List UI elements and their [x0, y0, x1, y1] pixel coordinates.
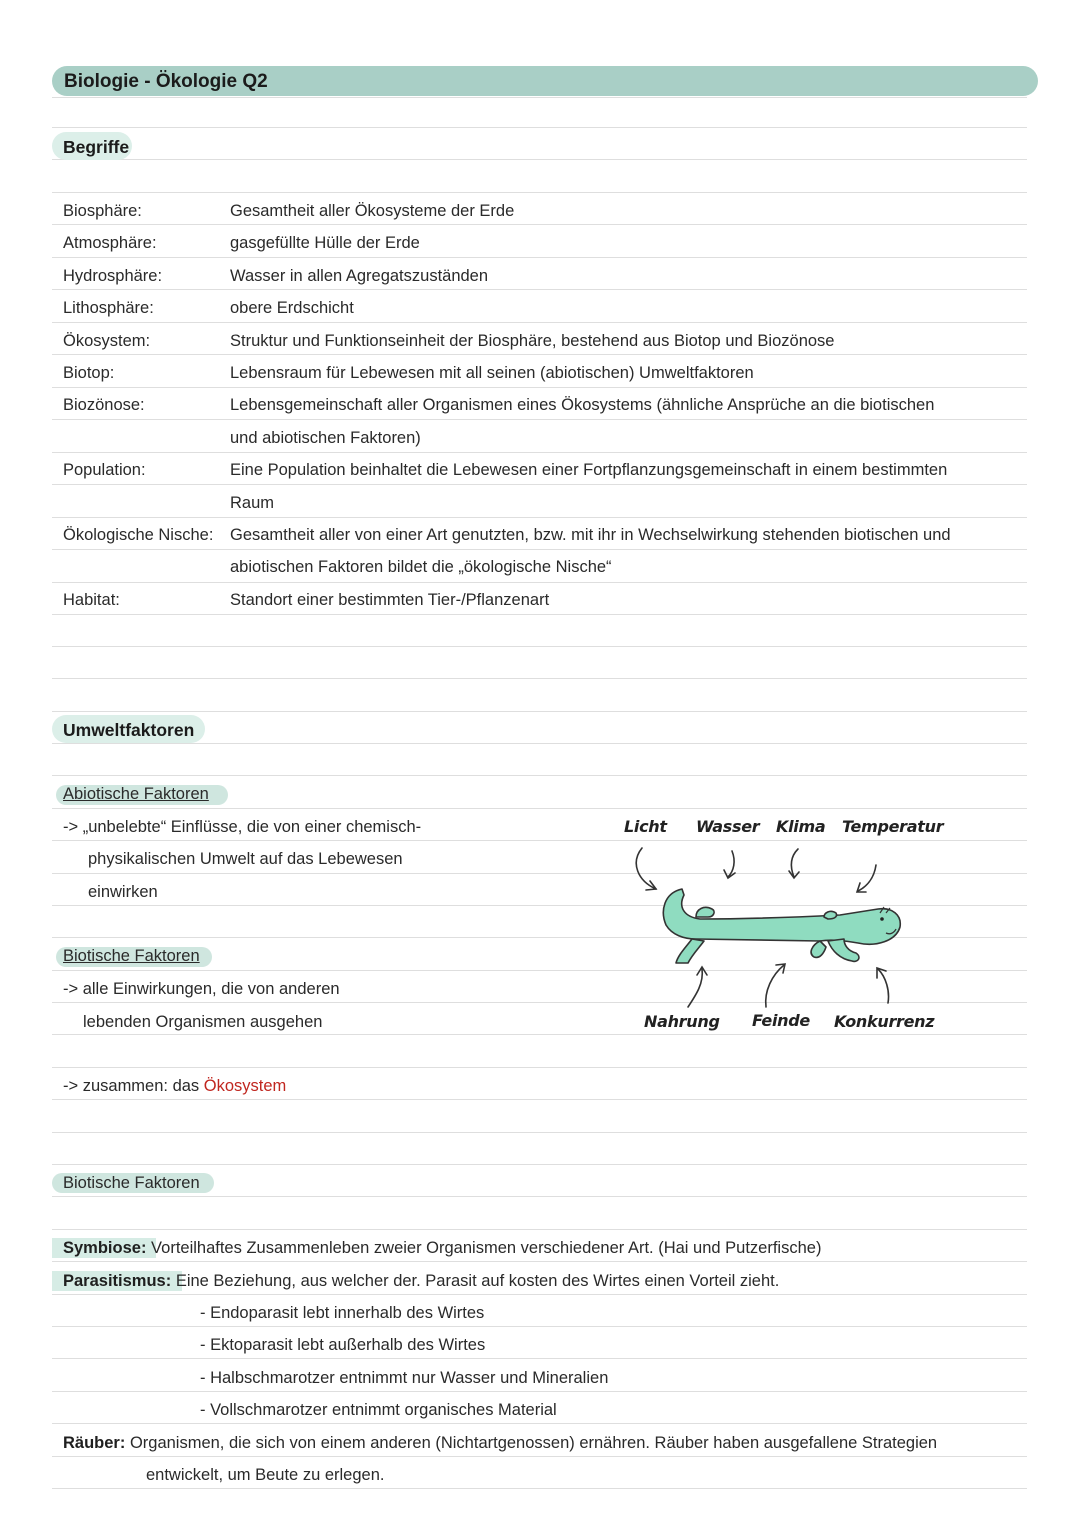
ruled-line [52, 1488, 1027, 1489]
label-feinde: Feinde [752, 1011, 810, 1030]
term-definition: Wasser in allen Agregatszuständen [230, 267, 489, 285]
ruled-line [52, 159, 1027, 160]
ruled-line [52, 419, 1027, 420]
term-definition: Lebensgemeinschaft aller Organismen eines Ökosystems (ähnliche Ansprüche an die biotischen [230, 396, 935, 414]
term-label: Lithosphäre: [63, 299, 154, 317]
ruled-line [52, 614, 1027, 615]
raeuber-line-2: entwickelt, um Beute zu erlegen. [146, 1466, 385, 1484]
ruled-line [52, 1229, 1027, 1230]
abiotisch-line: -> „unbelebte“ Einflüsse, die von einer chemisch- [63, 818, 422, 836]
ruled-line [52, 711, 1027, 712]
zusammen-line [63, 1076, 286, 1096]
ruled-line [52, 1261, 1027, 1262]
ruled-line [52, 484, 1027, 485]
begriffe-heading: Begriffe [63, 137, 130, 157]
arrow-feinde [766, 965, 784, 1007]
term-label: Biozönose: [63, 396, 145, 414]
ruled-line [52, 808, 1027, 809]
parasit-list-item: - Halbschmarotzer entnimmt nur Wasser und Mineralien [200, 1369, 609, 1387]
term-label: Habitat: [63, 591, 120, 609]
ruled-line [52, 1164, 1027, 1165]
biotisch-line: lebenden Organismen ausgehen [83, 1013, 323, 1031]
term-label: Ökosystem: [63, 332, 151, 350]
ruled-line [52, 322, 1027, 323]
term-definition: Struktur und Funktionseinheit der Biosphäre, bestehend aus Biotop und Biozönose [230, 332, 835, 350]
zusammen-prefix: -> zusammen: das [63, 1077, 204, 1095]
label-klima: Klima [776, 817, 826, 836]
ruled-line [52, 1358, 1027, 1359]
parasit-list-item: - Ektoparasit lebt außerhalb des Wirtes [200, 1336, 486, 1354]
ruled-line [52, 387, 1027, 388]
symbiose-term: Symbiose: [63, 1239, 147, 1257]
oekosystem-highlight: Ökosystem [203, 1077, 287, 1095]
ruled-line [52, 1326, 1027, 1327]
ruled-line [52, 452, 1027, 453]
ruled-line [52, 97, 1027, 98]
biotisch-label: Biotische Faktoren [63, 947, 200, 965]
parasit-list-item: - Endoparasit lebt innerhalb des Wirtes [200, 1304, 485, 1322]
term-definition: Raum [230, 494, 275, 512]
ruled-line [52, 678, 1027, 679]
ruled-line [52, 582, 1027, 583]
arrow-konkurrenz [878, 969, 889, 1003]
term-definition: Eine Population beinhaltet die Lebewesen einer Fortpflanzungsgemeinschaft in einem bestimmten [230, 461, 948, 479]
lizard-icon [663, 889, 900, 963]
parasitismus-term: Parasitismus: [63, 1272, 172, 1290]
term-definition: Lebensraum für Lebewesen mit all seinen (abiotischen) Umweltfaktoren [230, 364, 754, 382]
ruled-line [52, 1067, 1027, 1068]
term-definition: Gesamtheit aller Ökosysteme der Erde [230, 202, 515, 220]
ruled-line [52, 257, 1027, 258]
parasitismus-text: Eine Beziehung, aus welcher der. Parasit auf kosten des Wirtes einen Vorteil zieht. [175, 1272, 780, 1290]
biotische-section-label: Biotische Faktoren [63, 1174, 200, 1192]
term-definition: Gesamtheit aller von einer Art genutzten, bzw. mit ihr in Wechselwirkung stehenden biotischen und [230, 526, 951, 544]
term-label: Population: [63, 461, 146, 479]
ruled-line [52, 354, 1027, 355]
ruled-line [52, 1099, 1027, 1100]
ruled-line [52, 224, 1027, 225]
ruled-line [52, 1196, 1027, 1197]
raeuber-text: Organismen, die sich von einem anderen (Nichtartgenossen) ernähren. Räuber haben ausgefallene Strategien [129, 1434, 938, 1452]
ruled-line [52, 743, 1027, 744]
ruled-line [52, 517, 1027, 518]
raeuber-line [63, 1433, 937, 1453]
ruled-line [52, 775, 1027, 776]
ruled-line [52, 1132, 1027, 1133]
symbiose-line [63, 1238, 821, 1258]
biotisch-line: -> alle Einwirkungen, die von anderen [63, 980, 340, 998]
ruled-line [52, 549, 1027, 550]
arrow-wasser [728, 851, 734, 877]
parasit-list-item: - Vollschmarotzer entnimmt organisches Material [200, 1401, 557, 1419]
ruled-line [52, 1294, 1027, 1295]
term-definition: obere Erdschicht [230, 299, 354, 317]
ruled-line [52, 646, 1027, 647]
parasitismus-line [63, 1271, 779, 1291]
term-definition: Standort einer bestimmten Tier-/Pflanzenart [230, 591, 550, 609]
raeuber-term: Räuber: [63, 1434, 126, 1452]
ruled-line [52, 1391, 1027, 1392]
label-temperatur: Temperatur [842, 817, 944, 836]
label-licht: Licht [624, 817, 667, 836]
symbiose-text: Vorteilhaftes Zusammenleben zweier Organismen verschiedener Art. (Hai und Putzerfische) [151, 1239, 822, 1257]
umweltfaktoren-heading: Umweltfaktoren [63, 720, 195, 740]
label-wasser: Wasser [696, 817, 760, 836]
label-nahrung: Nahrung [644, 1012, 720, 1031]
abiotisch-line: physikalischen Umwelt auf das Lebewesen [88, 850, 403, 868]
term-label: Atmosphäre: [63, 234, 157, 252]
term-label: Biosphäre: [63, 202, 142, 220]
term-definition: gasgefüllte Hülle der Erde [230, 234, 420, 252]
abiotisch-label: Abiotische Faktoren [63, 785, 209, 803]
term-label: Ökologische Nische: [63, 526, 214, 544]
ruled-line [52, 127, 1027, 128]
lizard-drawing [600, 835, 940, 1025]
arrow-temperatur [858, 865, 876, 891]
page-title: Biologie - Ökologie Q2 [64, 71, 268, 92]
term-label: Hydrosphäre: [63, 267, 163, 285]
term-label: Biotop: [63, 364, 115, 382]
term-definition: abiotischen Faktoren bildet die „ökologische Nische“ [230, 558, 612, 576]
ruled-line [52, 1034, 1027, 1035]
ruled-line [52, 1456, 1027, 1457]
ruled-line [52, 289, 1027, 290]
arrow-nahrung [688, 969, 702, 1007]
label-konkurrenz: Konkurrenz [834, 1012, 935, 1031]
term-definition: und abiotischen Faktoren) [230, 429, 421, 447]
abiotisch-line: einwirken [88, 883, 158, 901]
ruled-line [52, 192, 1027, 193]
arrow-klima [791, 849, 798, 877]
arrow-licht [636, 848, 656, 889]
ruled-line [52, 1423, 1027, 1424]
